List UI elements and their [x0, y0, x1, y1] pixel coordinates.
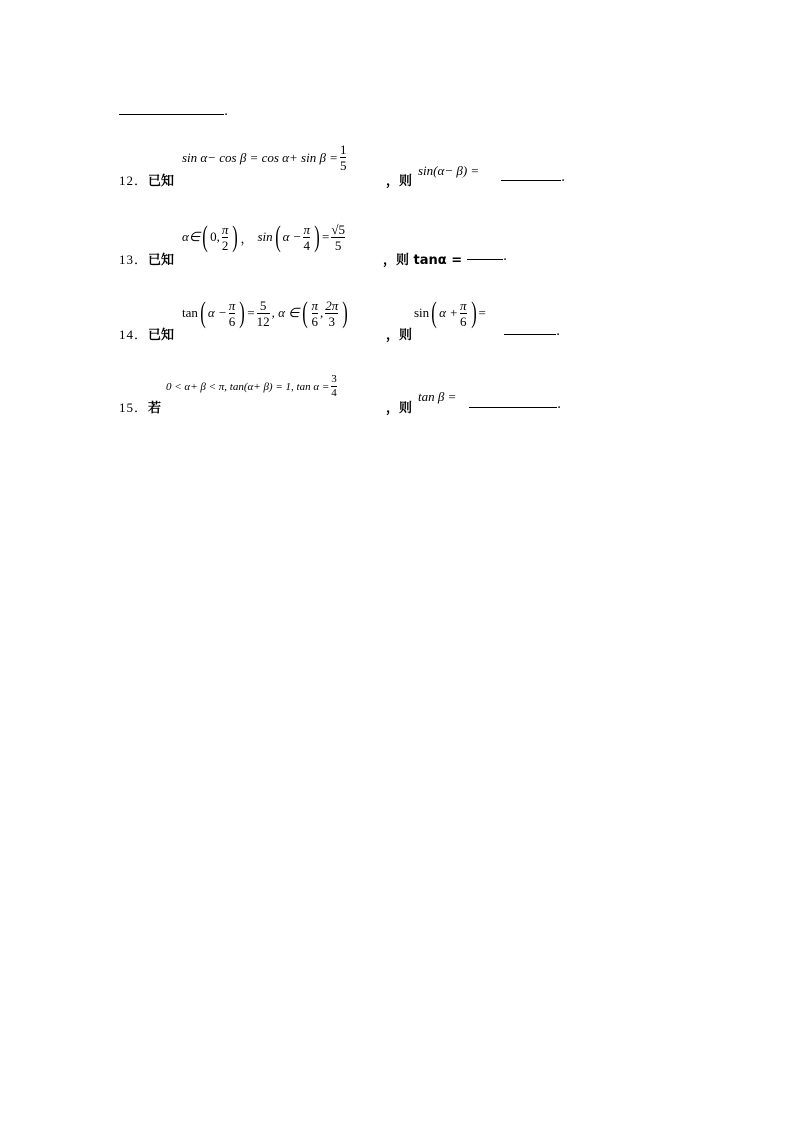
- then-label: ，则 tanα =: [383, 253, 463, 268]
- left-paren: (: [202, 220, 208, 253]
- question-number: 12．: [119, 173, 149, 188]
- sin-label: sin: [414, 305, 430, 320]
- period: .: [556, 324, 561, 339]
- period: .: [503, 249, 508, 264]
- period: .: [561, 170, 566, 185]
- question-13: [119, 249, 174, 268]
- q14-target: [414, 292, 486, 334]
- sqrt5-over-5: [331, 222, 345, 253]
- zero: 0,: [210, 229, 220, 244]
- q15-expression: 0 < α+ β < π, tan(α+ β) = 1, tan α =: [166, 380, 330, 393]
- tan-label: tan: [182, 305, 198, 320]
- pi-over-6: [229, 298, 236, 329]
- q12-condition: [182, 142, 348, 173]
- comma: ，: [240, 230, 254, 246]
- question-lead: 已知: [148, 328, 175, 343]
- question-15: [119, 397, 161, 416]
- right-paren: ): [239, 296, 246, 329]
- pi-over-2: [222, 222, 229, 253]
- alpha-plus: α +: [439, 305, 459, 320]
- denominator: 4: [331, 387, 337, 399]
- numerator: 3: [331, 373, 337, 385]
- period: .: [224, 104, 229, 119]
- denominator: 3: [328, 313, 336, 329]
- question-number: 14．: [119, 327, 149, 342]
- q12-target: sin(α− β) =: [418, 163, 480, 178]
- numerator: π: [460, 297, 467, 313]
- right-paren: ): [232, 220, 239, 253]
- alpha-minus: α −: [207, 305, 227, 320]
- alpha-minus: α −: [282, 229, 302, 244]
- numerator: √5: [331, 221, 345, 237]
- q15-then: [386, 397, 412, 416]
- denominator: 6: [228, 313, 236, 329]
- pi-over-6-b: [312, 298, 319, 329]
- alpha-in: α∈: [182, 229, 201, 244]
- q12-expression: sin α− cos β = cos α+ sin β =: [182, 149, 338, 165]
- then-label: ，则: [386, 328, 413, 343]
- numerator: 5: [259, 297, 267, 313]
- denominator: 6: [460, 313, 467, 329]
- question-12: [119, 170, 174, 189]
- q15-answer: [469, 397, 561, 412]
- question-number: 13．: [119, 252, 149, 267]
- question-number: 15．: [119, 400, 149, 415]
- answer-blank[interactable]: [501, 180, 561, 181]
- two-pi-over-3: [325, 298, 338, 329]
- numerator: π: [303, 221, 310, 237]
- answer-blank[interactable]: [469, 407, 557, 408]
- right-paren: ): [342, 296, 349, 329]
- denominator: 5: [334, 237, 342, 253]
- left-paren: (: [301, 296, 308, 329]
- denominator: 5: [339, 158, 347, 173]
- right-paren: ): [314, 220, 320, 253]
- equals: =: [247, 305, 255, 320]
- five-over-twelve: [257, 298, 270, 329]
- numerator: π: [221, 221, 229, 237]
- top-answer-blank: [119, 104, 228, 119]
- question-lead: 已知: [148, 174, 175, 189]
- numerator: π: [228, 297, 236, 313]
- denominator: 2: [221, 237, 229, 253]
- alpha-in: , α ∈: [271, 305, 300, 320]
- q14-then: [386, 324, 412, 343]
- q12-then: [386, 170, 412, 189]
- q12-answer: [501, 170, 565, 185]
- left-paren: (: [431, 296, 437, 329]
- answer-blank[interactable]: [467, 259, 503, 260]
- left-paren: (: [274, 220, 281, 253]
- left-paren: (: [200, 296, 206, 329]
- question-lead: 已知: [148, 253, 175, 268]
- then-label: ，则: [386, 174, 413, 189]
- q15-target: tan β =: [418, 389, 457, 404]
- pi-over-6-c: [460, 298, 467, 329]
- question-lead: 若: [148, 401, 162, 416]
- pi-over-4: [303, 222, 310, 253]
- right-paren: ): [470, 296, 477, 329]
- numerator: 2π: [325, 297, 339, 313]
- equals: =: [321, 229, 330, 244]
- period: .: [557, 397, 562, 412]
- answer-blank[interactable]: [504, 334, 556, 335]
- sin-label: sin: [257, 229, 273, 244]
- numerator: π: [311, 297, 319, 313]
- q14-condition: tan ( α − $\frac{\pi}{6}$ ) = $\frac{5}{12}$ , α ∈ ( $\frac{\pi}{6}$ , $\frac{2\pi}{3}$ ): [182, 296, 349, 329]
- then-label: ，则: [386, 401, 413, 416]
- answer-blank[interactable]: [119, 114, 224, 115]
- q13-condition: [182, 216, 347, 258]
- q14-answer: [504, 324, 560, 339]
- q13-answer: [467, 249, 507, 264]
- numerator: 1: [339, 142, 347, 157]
- denominator: 12: [256, 313, 270, 329]
- equals: =: [478, 305, 486, 320]
- denominator: 4: [303, 237, 310, 253]
- q12-fraction: [340, 142, 347, 173]
- denominator: 6: [311, 313, 319, 329]
- q15-condition: [166, 373, 339, 400]
- q15-fraction: [331, 373, 337, 400]
- q13-then: [383, 249, 462, 268]
- question-14: [119, 324, 174, 343]
